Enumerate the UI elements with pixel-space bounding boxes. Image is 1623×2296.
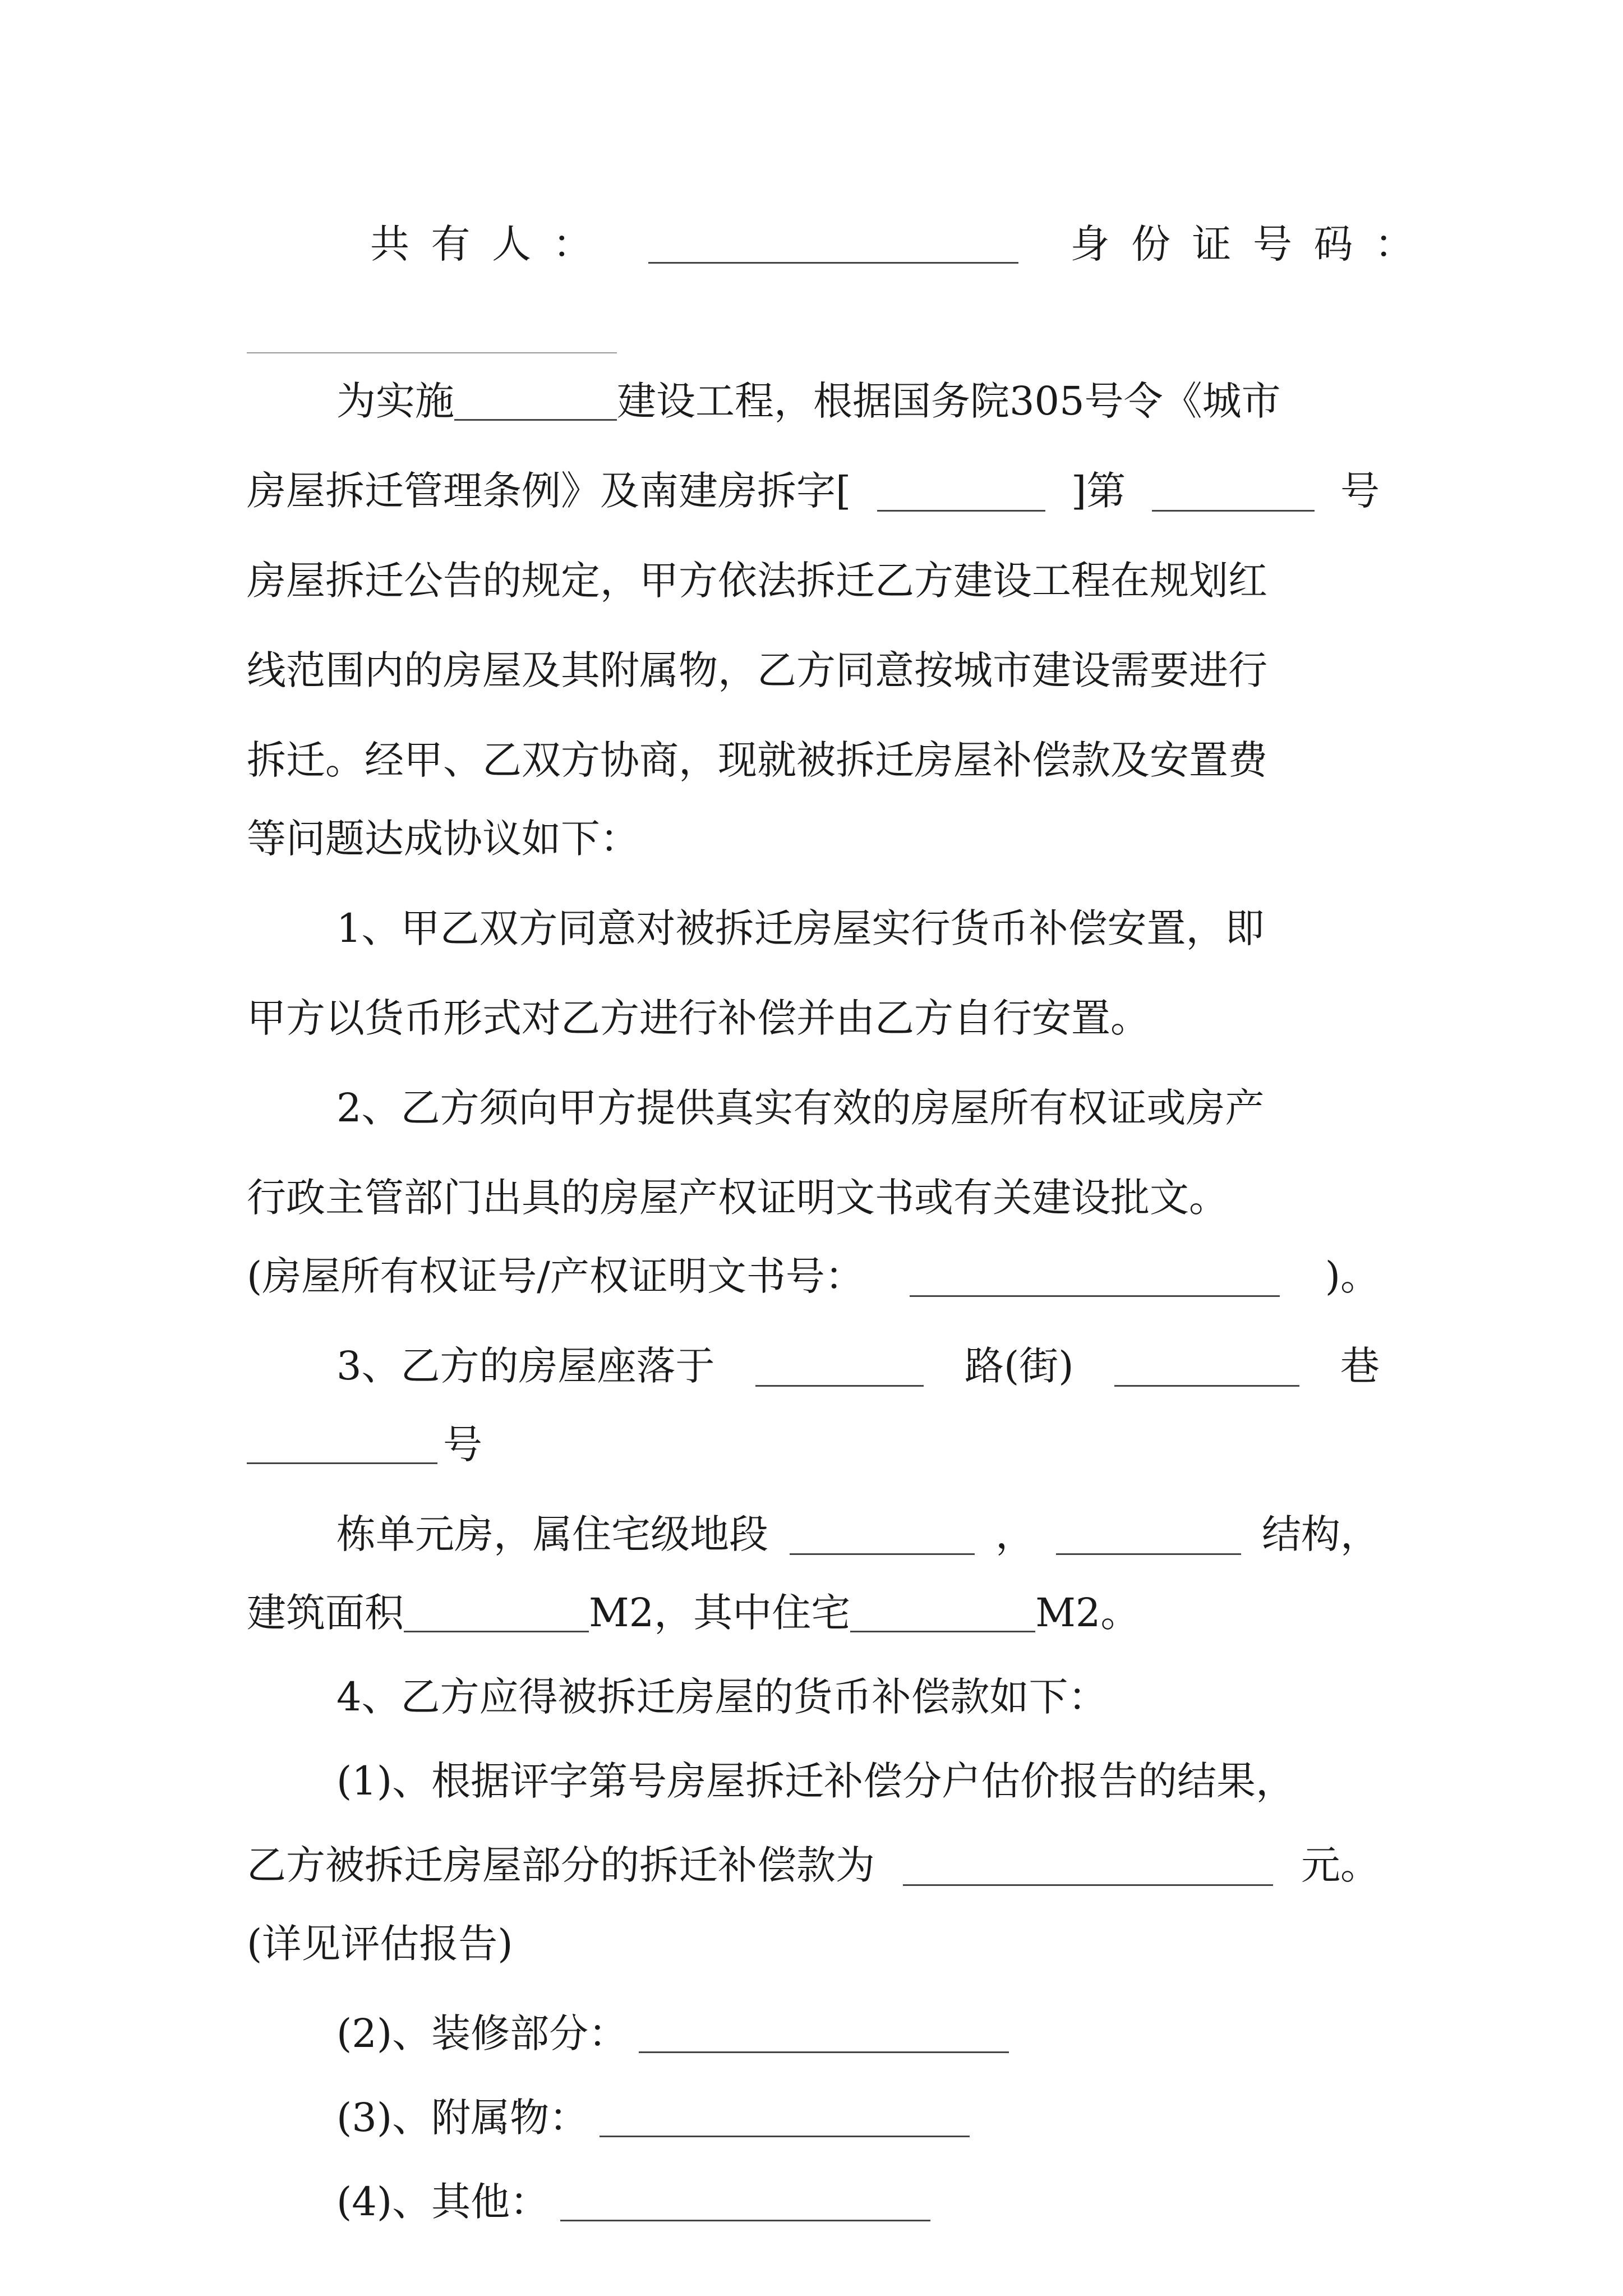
intro-line-2 (247, 449, 1380, 533)
clause3-line-3 (336, 1492, 1380, 1576)
co-owner-blank (648, 223, 1018, 264)
clause3-line-2 (247, 1402, 1380, 1487)
compensation-amount-blank (903, 1845, 1273, 1886)
clause3-line-1 (336, 1324, 1380, 1408)
clause2-line-3 (247, 1234, 1380, 1318)
road-blank (755, 1346, 924, 1387)
clause3-line-4 (247, 1571, 1380, 1655)
clause3-text: M2，其中住宅 (589, 1590, 851, 1636)
intro-line-5: 拆迁。经甲、乙双方协商，现就被拆迁房屋补偿款及安置费 (247, 737, 1267, 783)
notice-number-blank (1152, 471, 1315, 512)
clause4-text: (2)、装修部分： (336, 2010, 628, 2056)
id-number-blank (247, 313, 617, 353)
intro-line-1 (336, 359, 1380, 443)
clause4-text: (4)、其他： (336, 2179, 550, 2225)
clause4-title: 4、乙方应得被拆迁房屋的货币补偿款如下： (336, 1674, 1108, 1720)
id-number-label: 身份证号码： (1070, 221, 1436, 267)
project-name-blank (454, 380, 617, 421)
lane-blank (1114, 1346, 1299, 1387)
clause4-text: 元。 (1301, 1842, 1380, 1888)
clause3-text: 结构， (1262, 1511, 1380, 1557)
intro-line-4: 线范围内的房屋及其附属物，乙方同意按城市建设需要进行 (247, 647, 1267, 693)
clause4-item4-line (336, 2160, 1380, 2244)
clause3-text: 号 (443, 1421, 482, 1467)
clause2-line-1: 2、乙方须向甲方提供真实有效的房屋所有权证或房产 (336, 1085, 1265, 1131)
clause3-text: ， (995, 1511, 1035, 1557)
clause4-item2-line (336, 1991, 1380, 2076)
house-number-blank (247, 1423, 437, 1464)
clause2-text: )。 (1325, 1253, 1380, 1299)
other-blank (560, 2180, 930, 2221)
notice-year-blank (877, 471, 1045, 512)
clause3-text: 路(街) (964, 1343, 1074, 1389)
attachment-blank (600, 2096, 970, 2137)
clause4-item1-line-1: (1)、根据评字第号房屋拆迁补偿分户估价报告的结果， (336, 1758, 1295, 1804)
certificate-number-blank (910, 1256, 1280, 1297)
co-owner-line (370, 202, 1436, 286)
structure-blank (1056, 1514, 1241, 1555)
decoration-blank (639, 2012, 1009, 2053)
clause4-text: (3)、附属物： (336, 2095, 589, 2141)
intro-text: 为实施 (336, 378, 454, 424)
intro-text: 房屋拆迁管理条例》及南建房拆字[ (247, 468, 851, 514)
clause2-line-2: 行政主管部门出具的房屋产权证明文书或有关建设批文。 (247, 1175, 1228, 1221)
clause3-text: 3、乙方的房屋座落于 (336, 1343, 715, 1389)
residential-area-blank (850, 1591, 1035, 1632)
land-grade-blank (790, 1514, 975, 1555)
clause2-text: (房屋所有权证号/产权证明文书号： (247, 1253, 864, 1299)
clause3-text: 建筑面积 (247, 1590, 404, 1636)
clause3-text: 栋单元房，属住宅级地段 (336, 1511, 768, 1557)
co-owner-label: 共有人： (370, 221, 614, 267)
intro-line-6: 等问题达成协议如下： (247, 816, 639, 862)
intro-line-3: 房屋拆迁公告的规定，甲方依法拆迁乙方建设工程在规划红 (247, 558, 1267, 604)
clause4-item3-line (336, 2076, 1380, 2160)
clause3-text: M2。 (1035, 1590, 1140, 1636)
clause3-text: 巷 (1340, 1343, 1380, 1389)
intro-text: ]第 (1071, 468, 1126, 514)
building-area-blank (404, 1591, 589, 1632)
clause4-text: 乙方被拆迁房屋部分的拆迁补偿款为 (247, 1842, 875, 1888)
clause1-line-2: 甲方以货币形式对乙方进行补偿并由乙方自行安置。 (247, 995, 1150, 1041)
intro-text: 号 (1340, 468, 1380, 514)
intro-text: 建设工程，根据国务院305号令《城市 (617, 378, 1281, 424)
clause1-line-1: 1、甲乙双方同意对被拆迁房屋实行货币补偿安置，即 (336, 905, 1265, 951)
clause4-item1-line-2 (247, 1823, 1380, 1907)
clause4-item1-line-3: (详见评估报告) (247, 1921, 513, 1967)
